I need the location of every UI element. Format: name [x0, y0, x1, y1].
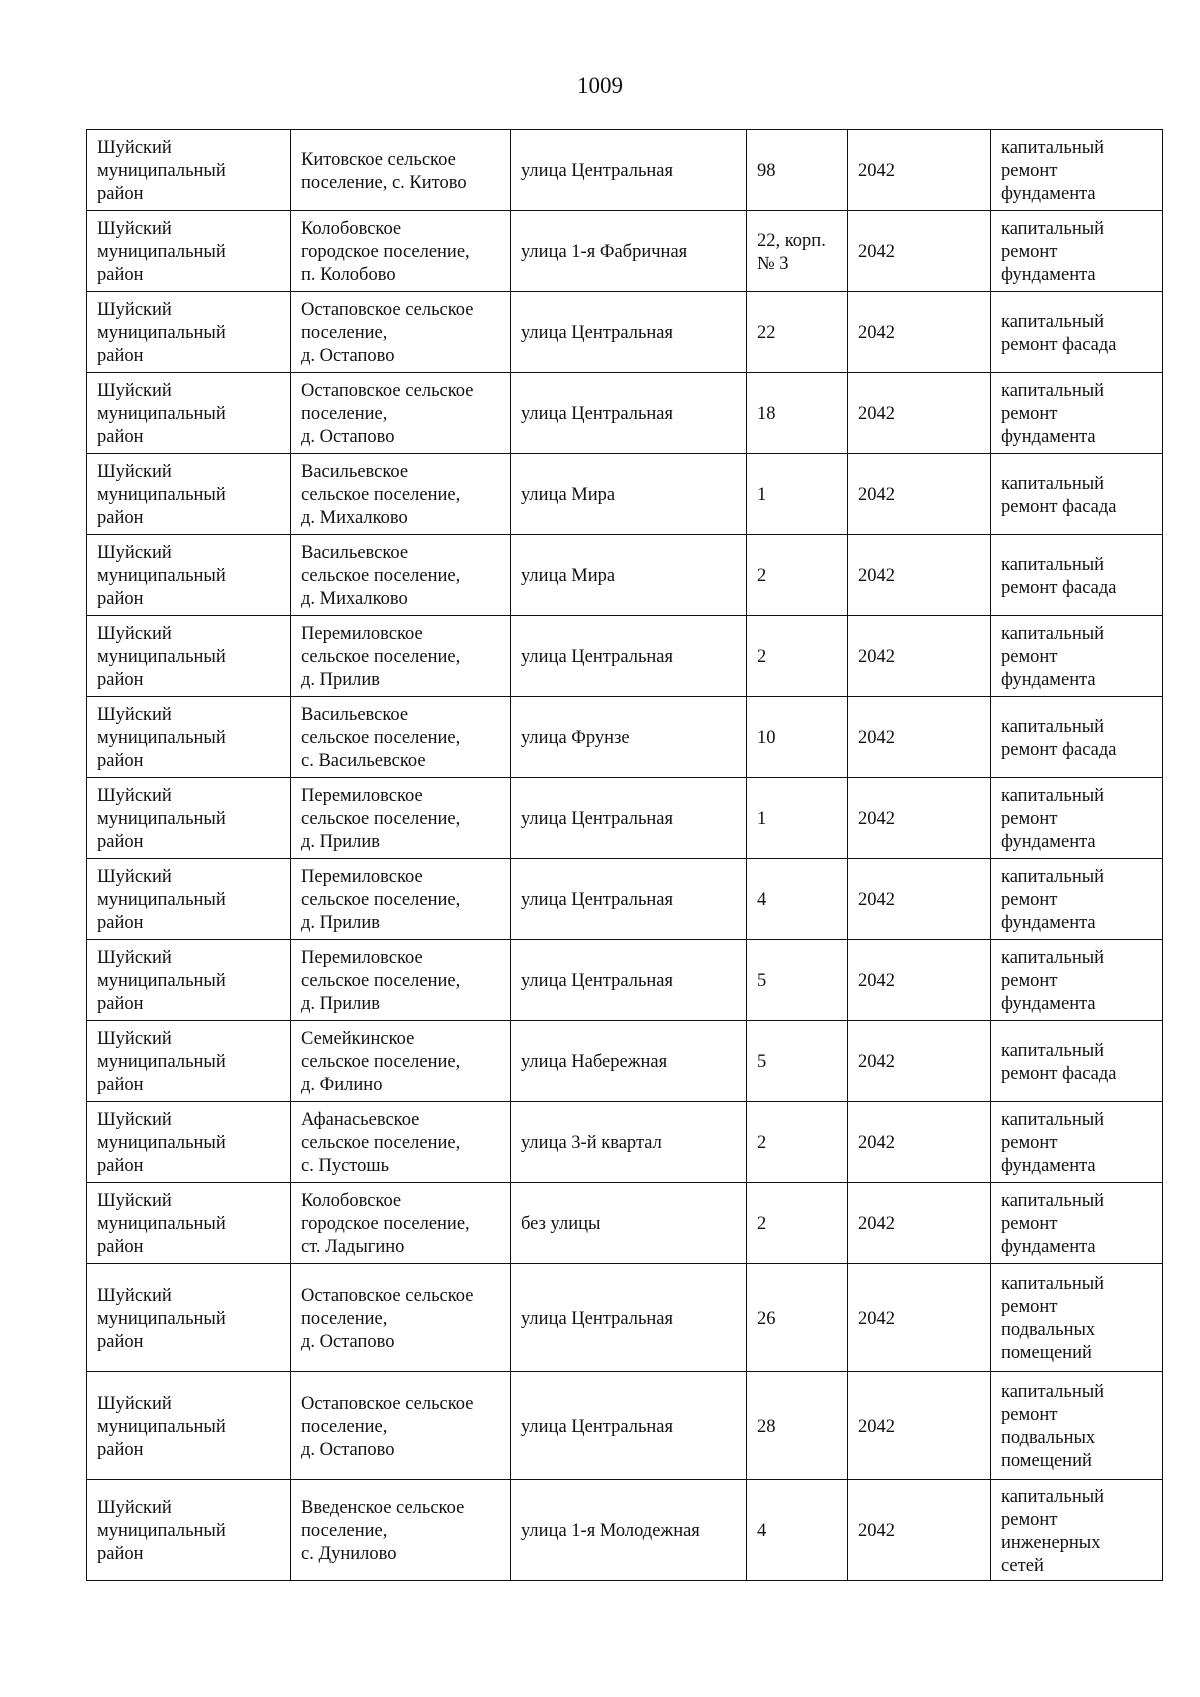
house-number-cell: 5	[747, 1021, 848, 1102]
house-number-cell: 2	[747, 535, 848, 616]
house-number-cell: 1	[747, 778, 848, 859]
street-cell: улица Мира	[511, 454, 747, 535]
street-cell: улица Фрунзе	[511, 697, 747, 778]
work-type-cell: капитальный ремонт фундамента	[991, 778, 1163, 859]
street-cell: улица Центральная	[511, 1372, 747, 1480]
settlement-cell: Васильевское сельское поселение, д. Михалково	[291, 535, 511, 616]
settlement-cell: Остаповское сельское поселение, д. Остапово	[291, 292, 511, 373]
street-cell: улица Центральная	[511, 859, 747, 940]
settlement-cell: Семейкинское сельское поселение, д. Филино	[291, 1021, 511, 1102]
work-type-cell: капитальный ремонт подвальных помещений	[991, 1264, 1163, 1372]
street-cell: улица Центральная	[511, 130, 747, 211]
work-type-cell: капитальный ремонт фасада	[991, 697, 1163, 778]
table-row	[87, 373, 1163, 454]
work-type-cell: капитальный ремонт фундамента	[991, 1183, 1163, 1264]
house-number-cell: 26	[747, 1264, 848, 1372]
table-row	[87, 454, 1163, 535]
district-cell: Шуйский муниципальный район	[87, 697, 291, 778]
district-cell: Шуйский муниципальный район	[87, 616, 291, 697]
street-cell: улица Центральная	[511, 616, 747, 697]
table-row	[87, 859, 1163, 940]
district-cell: Шуйский муниципальный район	[87, 859, 291, 940]
house-number-cell: 22	[747, 292, 848, 373]
work-type-cell: капитальный ремонт фасада	[991, 1021, 1163, 1102]
work-type-cell: капитальный ремонт фундамента	[991, 859, 1163, 940]
work-type-cell: капитальный ремонт фундамента	[991, 211, 1163, 292]
work-type-cell: капитальный ремонт фундамента	[991, 1102, 1163, 1183]
page-number: 1009	[577, 73, 623, 98]
district-cell: Шуйский муниципальный район	[87, 1021, 291, 1102]
district-cell: Шуйский муниципальный район	[87, 1264, 291, 1372]
settlement-cell: Перемиловское сельское поселение, д. Прилив	[291, 859, 511, 940]
house-number-cell: 2	[747, 1102, 848, 1183]
work-type-cell: капитальный ремонт фундамента	[991, 130, 1163, 211]
house-number-cell: 28	[747, 1372, 848, 1480]
settlement-cell: Остаповское сельское поселение, д. Остапово	[291, 1372, 511, 1480]
work-type-cell: капитальный ремонт фасада	[991, 292, 1163, 373]
year-cell: 2042	[848, 697, 991, 778]
table-row	[87, 778, 1163, 859]
house-number-cell: 98	[747, 130, 848, 211]
settlement-cell: Введенское сельское поселение, с. Дунилово	[291, 1480, 511, 1581]
house-number-cell: 4	[747, 859, 848, 940]
year-cell: 2042	[848, 1372, 991, 1480]
settlement-cell: Китовское сельское поселение, с. Китово	[291, 130, 511, 211]
settlement-cell: Афанасьевское сельское поселение, с. Пустошь	[291, 1102, 511, 1183]
house-number-cell: 10	[747, 697, 848, 778]
district-cell: Шуйский муниципальный район	[87, 1480, 291, 1581]
table-row	[87, 697, 1163, 778]
street-cell: улица Центральная	[511, 1264, 747, 1372]
table-row	[87, 616, 1163, 697]
year-cell: 2042	[848, 1102, 991, 1183]
district-cell: Шуйский муниципальный район	[87, 778, 291, 859]
work-type-cell: капитальный ремонт фундамента	[991, 940, 1163, 1021]
settlement-cell: Колобовское городское поселение, п. Колобово	[291, 211, 511, 292]
house-number-cell: 22, корп. № 3	[747, 211, 848, 292]
district-cell: Шуйский муниципальный район	[87, 1183, 291, 1264]
year-cell: 2042	[848, 616, 991, 697]
year-cell: 2042	[848, 535, 991, 616]
settlement-cell: Перемиловское сельское поселение, д. Прилив	[291, 778, 511, 859]
settlement-cell: Колобовское городское поселение, ст. Ладыгино	[291, 1183, 511, 1264]
street-cell: без улицы	[511, 1183, 747, 1264]
work-type-cell: капитальный ремонт фасада	[991, 535, 1163, 616]
year-cell: 2042	[848, 292, 991, 373]
district-cell: Шуйский муниципальный район	[87, 130, 291, 211]
year-cell: 2042	[848, 778, 991, 859]
district-cell: Шуйский муниципальный район	[87, 454, 291, 535]
settlement-cell: Остаповское сельское поселение, д. Остапово	[291, 373, 511, 454]
table-row	[87, 292, 1163, 373]
district-cell: Шуйский муниципальный район	[87, 535, 291, 616]
street-cell: улица Набережная	[511, 1021, 747, 1102]
work-type-cell: капитальный ремонт подвальных помещений	[991, 1372, 1163, 1480]
district-cell: Шуйский муниципальный район	[87, 1102, 291, 1183]
district-cell: Шуйский муниципальный район	[87, 940, 291, 1021]
street-cell: улица Центральная	[511, 373, 747, 454]
year-cell: 2042	[848, 940, 991, 1021]
house-number-cell: 18	[747, 373, 848, 454]
house-number-cell: 1	[747, 454, 848, 535]
work-type-cell: капитальный ремонт инженерных сетей	[991, 1480, 1163, 1581]
table-row	[87, 130, 1163, 211]
table-row	[87, 1480, 1163, 1581]
table-row	[87, 1102, 1163, 1183]
street-cell: улица Центральная	[511, 778, 747, 859]
settlement-cell: Перемиловское сельское поселение, д. Прилив	[291, 940, 511, 1021]
house-number-cell: 2	[747, 616, 848, 697]
settlement-cell: Васильевское сельское поселение, д. Михалково	[291, 454, 511, 535]
year-cell: 2042	[848, 859, 991, 940]
table-row	[87, 211, 1163, 292]
street-cell: улица 3-й квартал	[511, 1102, 747, 1183]
street-cell: улица Центральная	[511, 940, 747, 1021]
year-cell: 2042	[848, 373, 991, 454]
house-number-cell: 5	[747, 940, 848, 1021]
district-cell: Шуйский муниципальный район	[87, 292, 291, 373]
year-cell: 2042	[848, 1264, 991, 1372]
housing-repair-table	[86, 129, 1163, 1581]
year-cell: 2042	[848, 1183, 991, 1264]
table-body	[87, 130, 1163, 1581]
street-cell: улица 1-я Фабричная	[511, 211, 747, 292]
district-cell: Шуйский муниципальный район	[87, 373, 291, 454]
district-cell: Шуйский муниципальный район	[87, 211, 291, 292]
district-cell: Шуйский муниципальный район	[87, 1372, 291, 1480]
house-number-cell: 4	[747, 1480, 848, 1581]
year-cell: 2042	[848, 1480, 991, 1581]
table-row	[87, 940, 1163, 1021]
year-cell: 2042	[848, 1021, 991, 1102]
settlement-cell: Васильевское сельское поселение, с. Васильевское	[291, 697, 511, 778]
table-row	[87, 1372, 1163, 1480]
street-cell: улица Центральная	[511, 292, 747, 373]
street-cell: улица Мира	[511, 535, 747, 616]
table-row	[87, 1021, 1163, 1102]
house-number-cell: 2	[747, 1183, 848, 1264]
table-row	[87, 1183, 1163, 1264]
table-row	[87, 535, 1163, 616]
work-type-cell: капитальный ремонт фундамента	[991, 616, 1163, 697]
year-cell: 2042	[848, 454, 991, 535]
street-cell: улица 1-я Молодежная	[511, 1480, 747, 1581]
year-cell: 2042	[848, 130, 991, 211]
work-type-cell: капитальный ремонт фундамента	[991, 373, 1163, 454]
settlement-cell: Остаповское сельское поселение, д. Остапово	[291, 1264, 511, 1372]
table-row	[87, 1264, 1163, 1372]
year-cell: 2042	[848, 211, 991, 292]
settlement-cell: Перемиловское сельское поселение, д. Прилив	[291, 616, 511, 697]
work-type-cell: капитальный ремонт фасада	[991, 454, 1163, 535]
